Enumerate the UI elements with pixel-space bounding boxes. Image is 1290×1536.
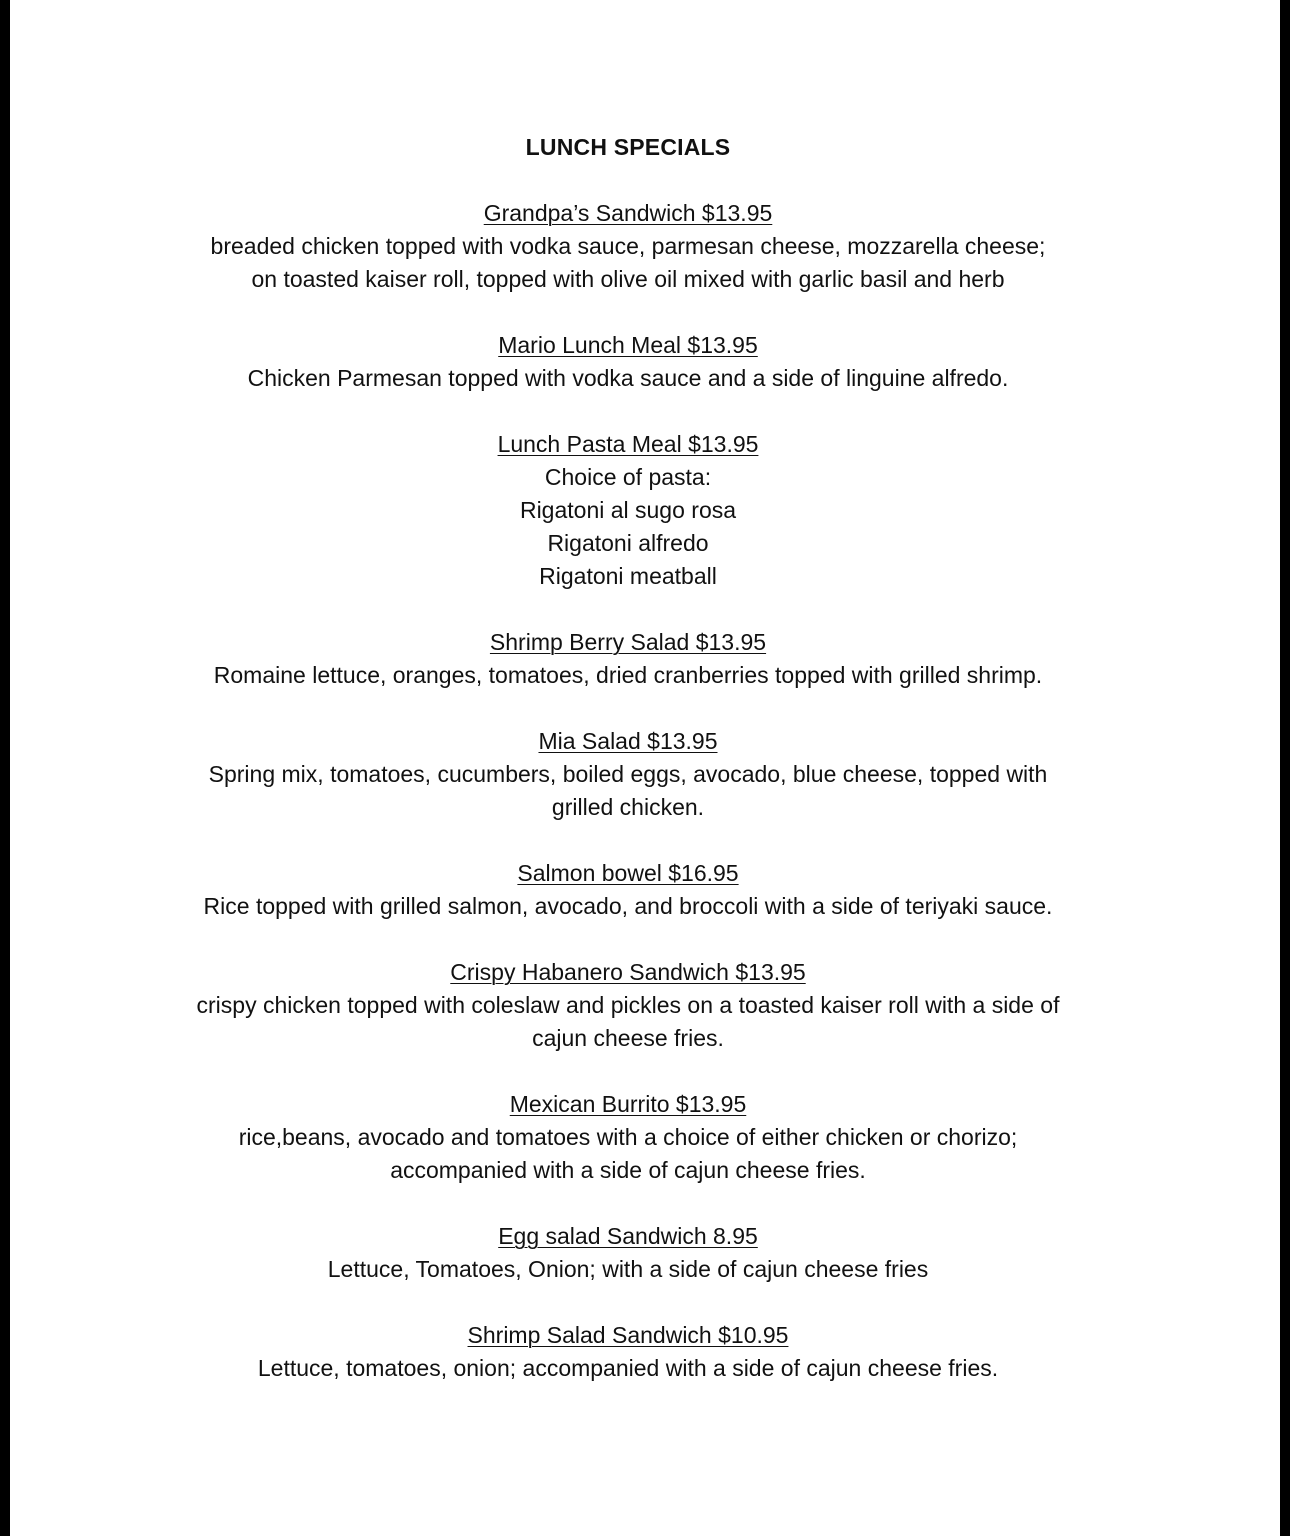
menu-item <box>10 1088 1246 1187</box>
menu-item-heading: Mia Salad $13.95 <box>538 728 718 754</box>
menu-item-heading: Egg salad Sandwich 8.95 <box>498 1223 758 1249</box>
menu-item-heading: Grandpa’s Sandwich $13.95 <box>483 200 773 226</box>
menu-item-description: rice,beans, avocado and tomatoes with a choice of either chicken or chorizo; <box>238 1124 1018 1150</box>
menu-item-description: cajun cheese fries. <box>532 1025 724 1051</box>
menu-item-description: breaded chicken topped with vodka sauce, parmesan cheese, mozzarella cheese; <box>210 233 1046 259</box>
menu-item-description: Romaine lettuce, oranges, tomatoes, dried cranberries topped with grilled shrimp. <box>213 662 1043 688</box>
menu-item-heading: Salmon bowel $16.95 <box>517 860 739 886</box>
menu-item-description: accompanied with a side of cajun cheese fries. <box>390 1157 866 1183</box>
menu-list <box>10 197 1246 1418</box>
menu-page <box>10 0 1280 1536</box>
menu-item-description: crispy chicken topped with coleslaw and pickles on a toasted kaiser roll with a side of <box>196 992 1060 1018</box>
menu-item-description: Rigatoni al sugo rosa <box>519 497 737 523</box>
menu-item-heading: Lunch Pasta Meal $13.95 <box>497 431 759 457</box>
menu-item-description: on toasted kaiser roll, topped with olive oil mixed with garlic basil and herb <box>251 266 1005 292</box>
menu-item-description: Lettuce, Tomatoes, Onion; with a side of cajun cheese fries <box>327 1256 929 1282</box>
menu-item-description: Rigatoni alfredo <box>547 530 709 556</box>
menu-item <box>10 626 1246 692</box>
menu-item-description: Lettuce, tomatoes, onion; accompanied with a side of cajun cheese fries. <box>257 1355 999 1381</box>
menu-item-heading: Shrimp Berry Salad $13.95 <box>489 629 767 655</box>
menu-item <box>10 329 1246 395</box>
menu-item <box>10 197 1246 296</box>
menu-item-description: Chicken Parmesan topped with vodka sauce and a side of linguine alfredo. <box>247 365 1009 391</box>
menu-item-description: Rigatoni meatball <box>539 563 717 589</box>
menu-item-description: Rice topped with grilled salmon, avocado, and broccoli with a side of teriyaki sauce. <box>203 893 1053 919</box>
menu-item-heading: Shrimp Salad Sandwich $10.95 <box>467 1322 789 1348</box>
menu-item <box>10 956 1246 1055</box>
menu-item-description: Spring mix, tomatoes, cucumbers, boiled eggs, avocado, blue cheese, topped with <box>208 761 1048 787</box>
page-title: LUNCH SPECIALS <box>525 134 731 160</box>
menu-item-heading: Crispy Habanero Sandwich $13.95 <box>450 959 806 985</box>
menu-item-description: grilled chicken. <box>551 794 705 820</box>
menu-item-description: Choice of pasta: <box>544 464 712 490</box>
menu-item <box>10 1220 1246 1286</box>
menu-item <box>10 428 1246 593</box>
menu-item <box>10 725 1246 824</box>
menu-item-heading: Mario Lunch Meal $13.95 <box>498 332 758 358</box>
menu-item <box>10 857 1246 923</box>
menu-item-heading: Mexican Burrito $13.95 <box>509 1091 747 1117</box>
menu-item <box>10 1319 1246 1385</box>
